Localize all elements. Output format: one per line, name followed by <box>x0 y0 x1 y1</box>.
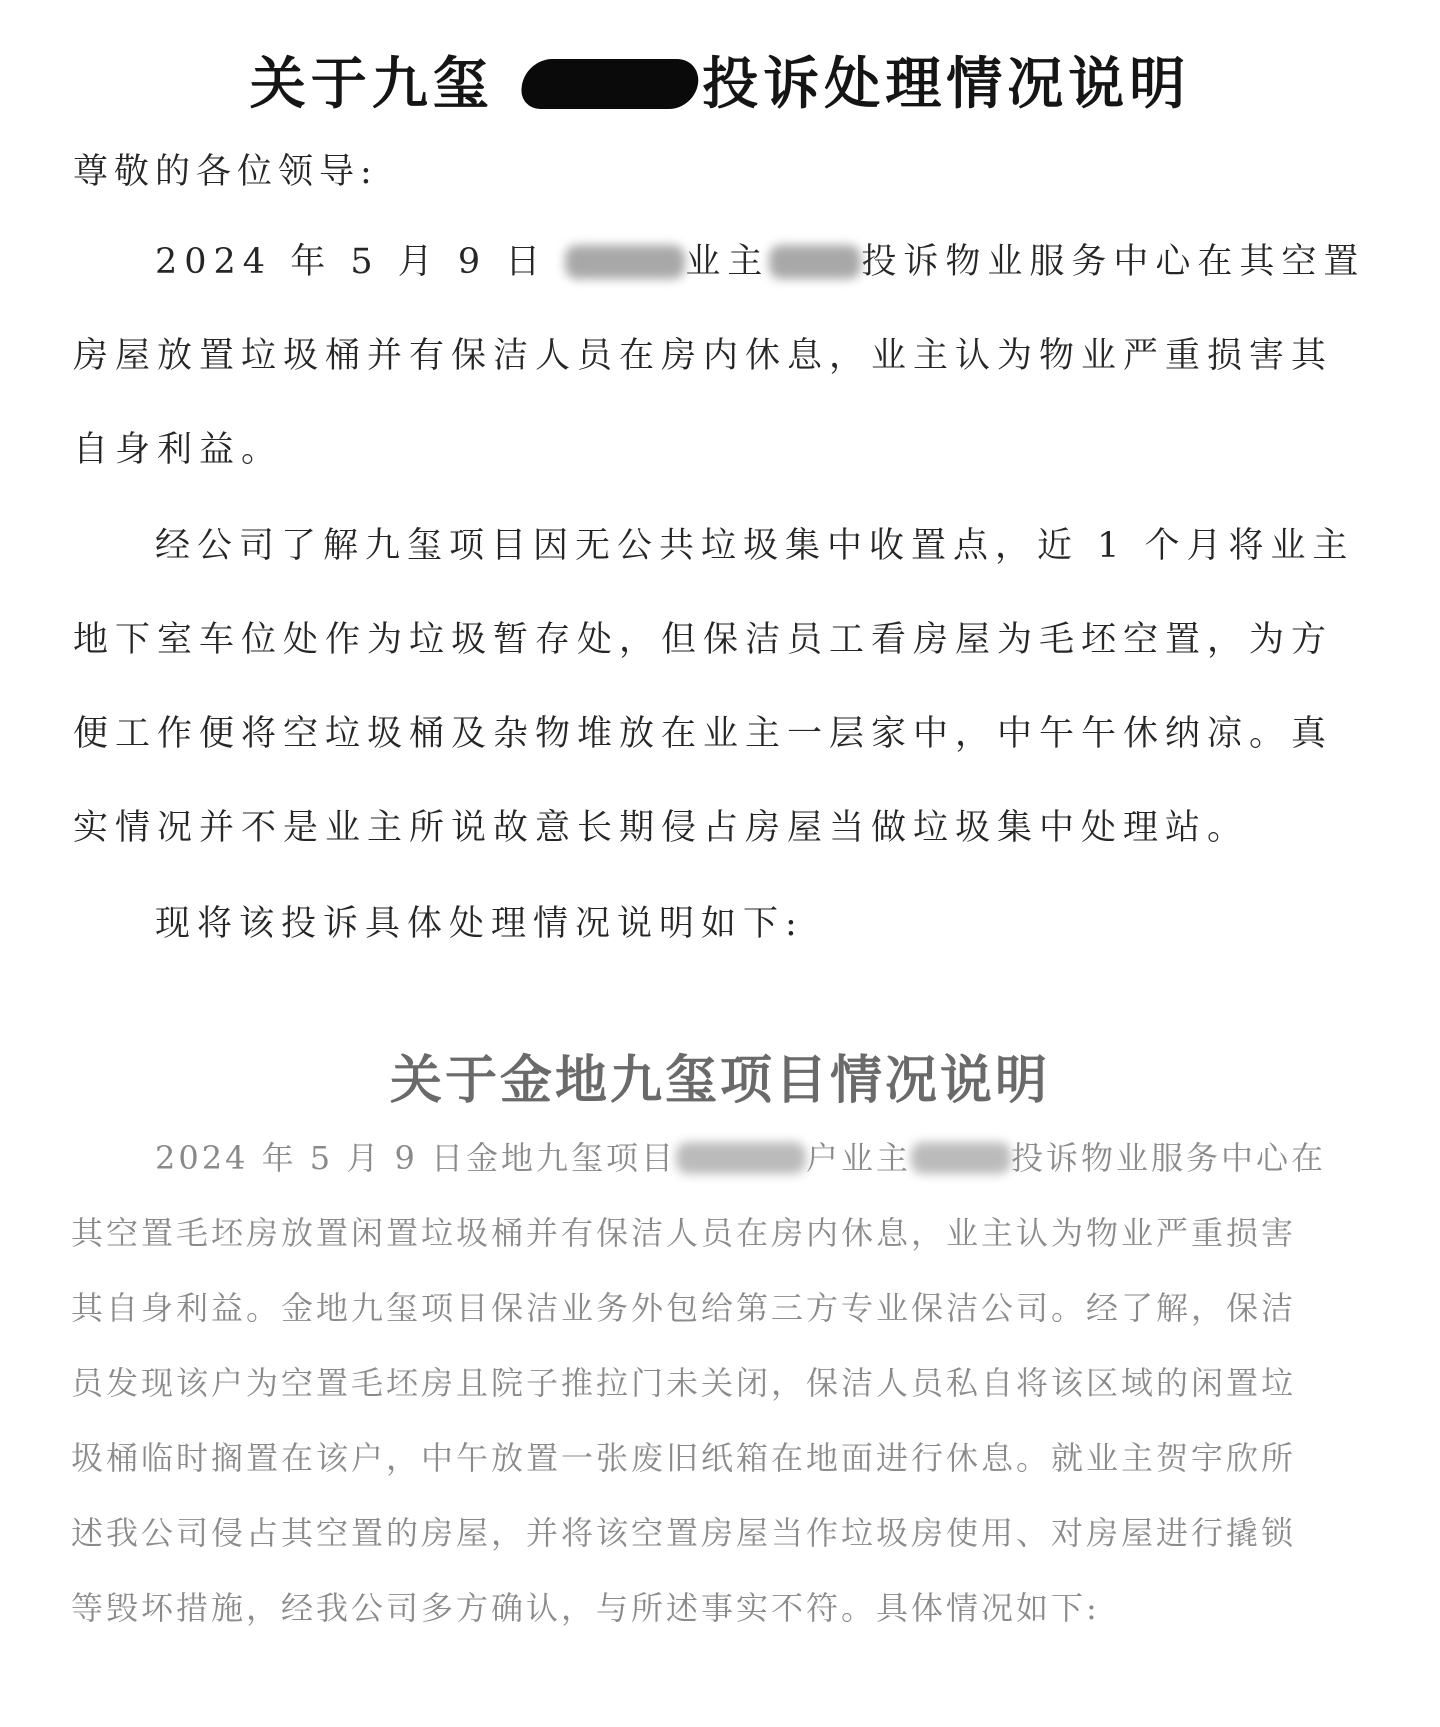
doc1-para2-line4: 实情况并不是业主所说故意长期侵占房屋当做垃圾集中处理站。 <box>73 808 1250 848</box>
doc2-line5: 圾桶临时搁置在该户，中午放置一张废旧纸箱在地面进行休息。就业主贺宇欣所 <box>71 1439 1297 1477</box>
doc1-salutation: 尊敬的各位领导: <box>73 152 378 192</box>
blur-redaction <box>769 245 861 279</box>
doc2-line4: 员发现该户为空置毛坯房且院子推拉门未关闭，保洁人员私自将该区域的闲置垃 <box>71 1364 1297 1402</box>
doc1-para2-line1: 经公司了解九玺项目因无公共垃圾集中收置点，近 1 个月将业主 <box>155 526 1355 566</box>
blur-redaction <box>565 245 685 279</box>
doc2-title: 关于金地九玺项目情况说明 <box>389 1051 1050 1111</box>
doc2-line2: 其空置毛坯房放置闲置垃圾桶并有保洁人员在房内休息，业主认为物业严重损害 <box>71 1214 1297 1252</box>
doc2-line6: 述我公司侵占其空置的房屋，并将该空置房屋当作垃圾房使用、对房屋进行撬锁 <box>71 1514 1297 1552</box>
doc2-line1 <box>155 1139 1440 1177</box>
doc1-title-prefix: 关于九玺 <box>249 52 519 117</box>
doc1-para1-owner: 业主 <box>685 242 770 282</box>
doc1-para2-line2: 地下室车位处作为垃圾暂存处，但保洁员工看房屋为毛坯空置，为方 <box>73 620 1334 660</box>
doc2-line1-date: 2024 年 5 月 9 日金地九玺项目 <box>155 1139 677 1177</box>
doc2-line7: 等毁坏措施，经我公司多方确认，与所述事实不符。具体情况如下: <box>71 1589 1100 1627</box>
doc1-title-suffix: 投诉处理情况说明 <box>702 52 1191 117</box>
doc1-para1-line2: 房屋放置垃圾桶并有保洁人员在房内休息，业主认为物业严重损害其 <box>73 336 1334 376</box>
redaction-mark <box>520 59 701 109</box>
doc1-para1-date: 2024 年 5 月 9 日 <box>155 242 566 282</box>
doc1-para1-rest: 投诉物业服务中心在其空置 <box>861 242 1366 282</box>
doc1-para2-line3: 便工作便将空垃圾桶及杂物堆放在业主一层家中，中午午休纳凉。真 <box>73 714 1334 754</box>
doc2-line1-owner: 户业主 <box>806 1139 912 1177</box>
doc2-line3: 其自身利益。金地九玺项目保洁业务外包给第三方专业保洁公司。经了解，保洁 <box>71 1289 1297 1327</box>
blur-redaction <box>676 1142 806 1174</box>
doc2-line1-rest: 投诉物业服务中心在 <box>1011 1139 1327 1177</box>
doc1-para3: 现将该投诉具体处理情况说明如下: <box>155 904 804 944</box>
doc1-title <box>0 40 1440 120</box>
doc1-para1-line1 <box>155 242 1420 282</box>
blur-redaction <box>911 1142 1011 1174</box>
doc1-para1-line3: 自身利益。 <box>73 430 284 470</box>
